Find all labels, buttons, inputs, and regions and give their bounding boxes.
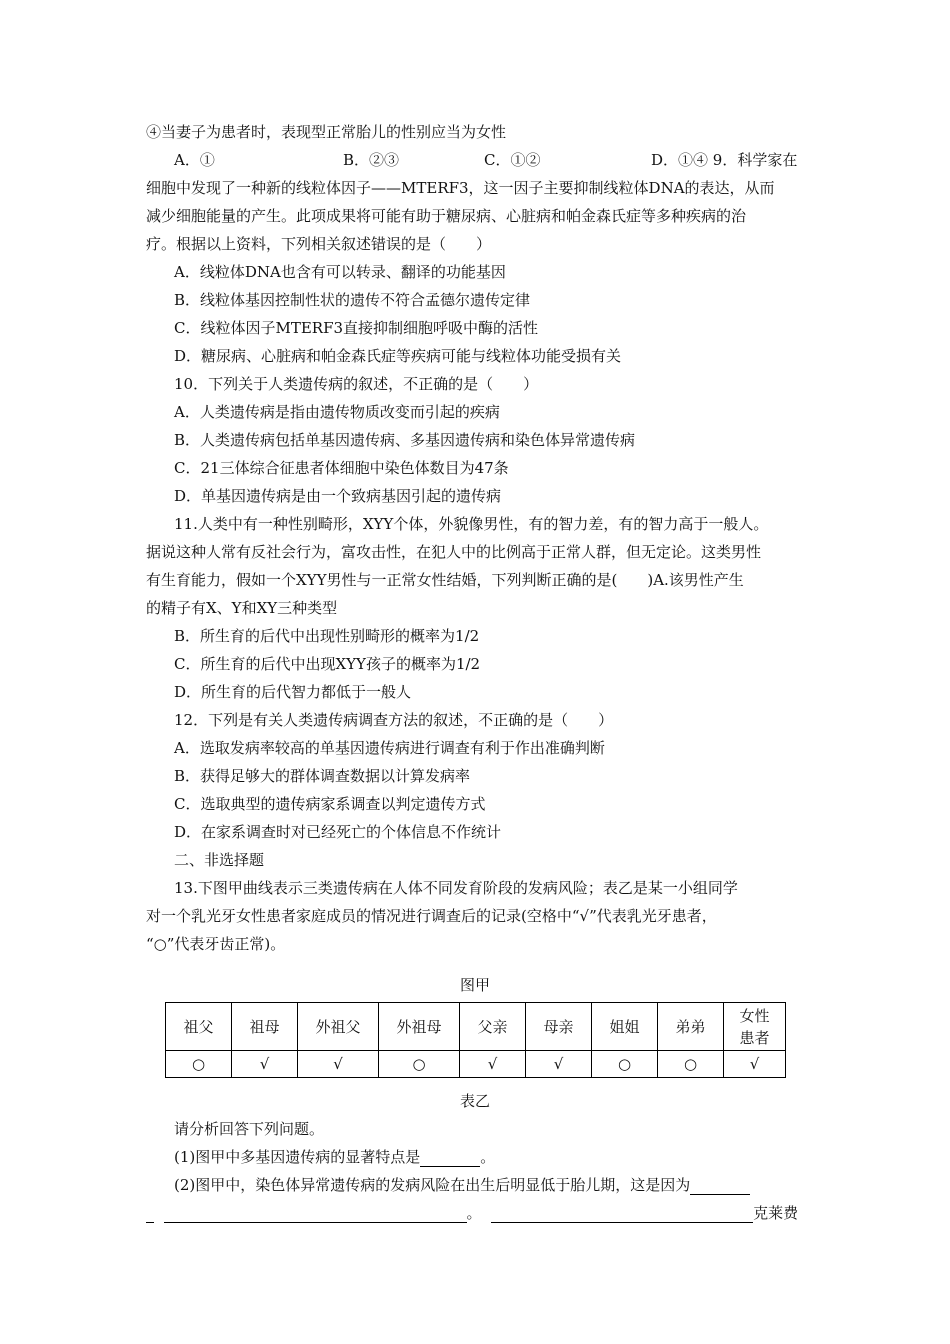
answer-q1-suffix: 。 bbox=[480, 1148, 496, 1166]
q9-text-3: 减少细胞能量的产生。此项成果将可能有助于糖尿病、心脏病和帕金森氏症等多种疾病的治 bbox=[146, 207, 747, 225]
answer-q2 bbox=[174, 1175, 750, 1195]
value-maternal-grandmother: ○ bbox=[379, 1051, 460, 1078]
header-younger-brother: 弟弟 bbox=[658, 1003, 724, 1051]
table-value-row bbox=[166, 1051, 786, 1078]
q10-stem: 10．下列关于人类遗传病的叙述，不正确的是（ ） bbox=[174, 375, 539, 393]
value-elder-sister: ○ bbox=[592, 1051, 658, 1078]
table-caption: 表乙 bbox=[459, 1092, 490, 1110]
q9-option-b: B．线粒体基因控制性状的遗传不符合孟德尔遗传定律 bbox=[174, 291, 531, 309]
figure-caption: 图甲 bbox=[459, 976, 490, 994]
value-younger-brother: ○ bbox=[658, 1051, 724, 1078]
header-elder-sister: 姐姐 bbox=[592, 1003, 658, 1051]
q8-option-c: C．①② bbox=[484, 151, 541, 169]
header-female-patient-line2: 患者 bbox=[739, 1028, 770, 1047]
value-father: √ bbox=[460, 1051, 526, 1078]
q10-option-a: A．人类遗传病是指由遗传物质改变而引起的疾病 bbox=[174, 403, 500, 421]
answer-q2-continued bbox=[146, 1203, 798, 1223]
value-grandfather: ○ bbox=[166, 1051, 232, 1078]
value-grandmother: √ bbox=[232, 1051, 298, 1078]
answer-q2-blank-4[interactable] bbox=[491, 1208, 753, 1223]
answer-q1 bbox=[174, 1147, 495, 1167]
q13-text-2: 对一个乳光牙女性患者家庭成员的情况进行调查后的记录(空格中“√”代表乳光牙患者， bbox=[146, 907, 717, 925]
header-grandmother: 祖母 bbox=[232, 1003, 298, 1051]
q9-option-d: D．糖尿病、心脏病和帕金森氏症等疾病可能与线粒体功能受损有关 bbox=[174, 347, 622, 365]
q8-option-b: B．②③ bbox=[343, 151, 400, 169]
q11-text-2: 据说这种人常有反社会行为，富攻击性，在犯人中的比例高于正常人群，但无定论。这类男性 bbox=[146, 543, 762, 561]
q12-option-c: C．选取典型的遗传病家系调查以判定遗传方式 bbox=[174, 795, 486, 813]
answer-q1-prefix: (1)图甲中多基因遗传病的显著特点是 bbox=[174, 1148, 421, 1166]
answer-q2-mid: 。 bbox=[466, 1204, 482, 1222]
q12-option-b: B．获得足够大的群体调查数据以计算发病率 bbox=[174, 767, 471, 785]
q8-option-d-q9-start: D．①④ 9．科学家在 bbox=[651, 151, 798, 169]
header-maternal-grandfather: 外祖父 bbox=[298, 1003, 379, 1051]
q13-text-1: 13.下图甲曲线表示三类遗传病在人体不同发育阶段的发病风险；表乙是某一小组同学 bbox=[174, 879, 738, 897]
table-header-row bbox=[166, 1003, 786, 1051]
q10-option-c: C．21三体综合征患者体细胞中染色体数目为47条 bbox=[174, 459, 509, 477]
value-maternal-grandfather: √ bbox=[298, 1051, 379, 1078]
q8-option-a: A．① bbox=[174, 151, 215, 169]
header-maternal-grandmother: 外祖母 bbox=[379, 1003, 460, 1051]
value-mother: √ bbox=[526, 1051, 592, 1078]
q9-option-c: C．线粒体因子MTERF3直接抑制细胞呼吸中酶的活性 bbox=[174, 319, 539, 337]
q11-option-b: B．所生育的后代中出现性别畸形的概率为1/2 bbox=[174, 627, 480, 645]
answer-q1-blank[interactable] bbox=[420, 1152, 480, 1167]
q12-option-a: A．选取发病率较高的单基因遗传病进行调查有利于作出准确判断 bbox=[174, 739, 605, 757]
answer-q2-blank-1[interactable] bbox=[690, 1180, 750, 1195]
q11-text-3: 有生育能力，假如一个XYY男性与一正常女性结婚，下列判断正确的是( )A.该男性产生 bbox=[146, 571, 744, 589]
survey-table bbox=[165, 1002, 786, 1078]
answer-q2-blank-2[interactable] bbox=[146, 1208, 154, 1223]
header-female-patient bbox=[724, 1003, 786, 1051]
answer-q2-end: 克莱费 bbox=[753, 1204, 799, 1222]
value-female-patient: √ bbox=[724, 1051, 786, 1078]
answer-q2-prefix: (2)图甲中，染色体异常遗传病的发病风险在出生后明显低于胎儿期，这是因为 bbox=[174, 1176, 691, 1194]
q13-text-3: “○”代表牙齿正常)。 bbox=[146, 935, 286, 953]
answer-q2-blank-3[interactable] bbox=[164, 1208, 467, 1223]
header-female-patient-line1: 女性 bbox=[739, 1006, 770, 1025]
q11-text-1: 11.人类中有一种性别畸形，XYY个体，外貌像男性，有的智力差，有的智力高于一般人。 bbox=[174, 515, 769, 533]
q11-option-d: D．所生育的后代智力都低于一般人 bbox=[174, 683, 412, 701]
q9-text-4: 疗。根据以上资料，下列相关叙述错误的是（ ） bbox=[146, 235, 492, 253]
header-mother: 母亲 bbox=[526, 1003, 592, 1051]
q11-text-4: 的精子有X、Y和XY三种类型 bbox=[146, 599, 338, 617]
section-heading: 二、非选择题 bbox=[174, 851, 265, 869]
q12-option-d: D．在家系调查时对已经死亡的个体信息不作统计 bbox=[174, 823, 502, 841]
header-father: 父亲 bbox=[460, 1003, 526, 1051]
header-grandfather: 祖父 bbox=[166, 1003, 232, 1051]
q9-option-a: A．线粒体DNA也含有可以转录、翻译的功能基因 bbox=[174, 263, 506, 281]
q10-option-b: B．人类遗传病包括单基因遗传病、多基因遗传病和染色体异常遗传病 bbox=[174, 431, 636, 449]
q11-option-c: C．所生育的后代中出现XYY孩子的概率为1/2 bbox=[174, 655, 481, 673]
answer-intro: 请分析回答下列问题。 bbox=[174, 1120, 325, 1138]
q12-stem: 12．下列是有关人类遗传病调查方法的叙述，不正确的是（ ） bbox=[174, 711, 614, 729]
q10-option-d: D．单基因遗传病是由一个致病基因引起的遗传病 bbox=[174, 487, 502, 505]
q8-statement-4: ④当妻子为患者时，表现型正常胎儿的性别应当为女性 bbox=[146, 123, 507, 141]
q9-text-2: 细胞中发现了一种新的线粒体因子——MTERF3，这一因子主要抑制线粒体DNA的表达，从而 bbox=[146, 179, 775, 197]
